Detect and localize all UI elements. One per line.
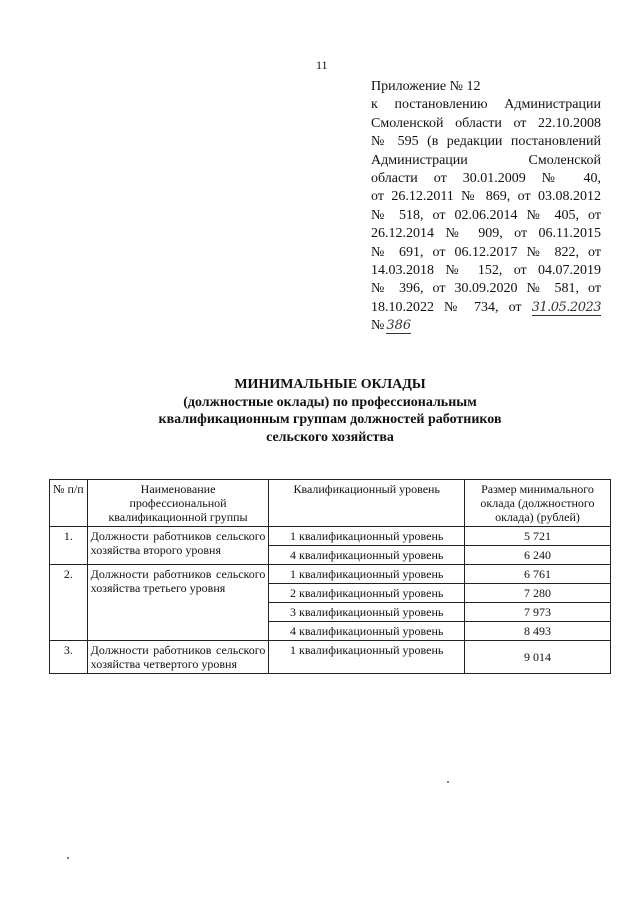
number-sign: № [371, 318, 385, 334]
salary-table [49, 479, 611, 674]
table-row [50, 527, 611, 546]
group-name: Должности работников сельского хозяйства четвертого уровня [87, 641, 269, 674]
page-number: 11 [316, 58, 328, 72]
salary-value: 8 493 [464, 622, 610, 641]
appendix-line: № 595 (в редакции постановлений [371, 134, 601, 150]
salary-value: 9 014 [464, 641, 610, 674]
salary-value: 6 240 [464, 546, 610, 565]
appendix-number-line [371, 317, 601, 335]
salary-value: 7 280 [464, 584, 610, 603]
title-line: сельского хозяйства [266, 429, 394, 445]
title-line: МИНИМАЛЬНЫЕ ОКЛАДЫ [234, 377, 426, 392]
group-number: 1. [50, 527, 88, 565]
group-name: Должности работников сельского хозяйства третьего уровня [87, 565, 269, 641]
salary-value: 7 973 [464, 603, 610, 622]
qualification-level: 1 квалификационный уровень [269, 565, 465, 584]
qualification-level: 1 квалификационный уровень [269, 527, 465, 546]
qualification-level: 2 квалификационный уровень [269, 584, 465, 603]
group-number: 2. [50, 565, 88, 641]
qualification-level: 1 квалификационный уровень [269, 641, 465, 674]
appendix-line: Администрации Смоленской [371, 152, 601, 168]
title-line: (должностные оклады) по профессиональным [183, 394, 477, 410]
appendix-line: от 26.12.2011 № 869, от 03.08.2012 [371, 189, 601, 205]
scan-speck [447, 781, 449, 783]
salary-value: 5 721 [464, 527, 610, 546]
group-number: 3. [50, 641, 88, 674]
table-header-row [50, 480, 611, 527]
qualification-level: 4 квалификационный уровень [269, 546, 465, 565]
appendix-line: № 396, от 30.09.2020 № 581, от [371, 281, 601, 297]
header-num: № п/п [50, 480, 88, 527]
appendix-line: Смоленской области от 22.10.2008 [371, 115, 601, 131]
appendix-line: области от 30.01.2009 № 40, [371, 171, 601, 187]
table-row [50, 641, 611, 674]
salary-value: 6 761 [464, 565, 610, 584]
qualification-level: 4 квалификационный уровень [269, 622, 465, 641]
appendix-line: 26.12.2014 № 909, от 06.11.2015 [371, 226, 601, 242]
title-line: квалификационным группам должностей работников [158, 412, 502, 427]
qualification-level: 3 квалификационный уровень [269, 603, 465, 622]
table-row [50, 565, 611, 584]
appendix-line: к постановлению Администрации [371, 97, 601, 113]
header-level: Квалификационный уровень [269, 480, 465, 527]
handwritten-date: 31.05.2023 [531, 299, 602, 315]
appendix-line-with-date [371, 299, 601, 317]
scan-speck [67, 857, 69, 859]
appendix-line: № 691, от 06.12.2017 № 822, от [371, 244, 601, 260]
handwritten-number: 386 [386, 318, 412, 334]
header-name: Наименование профессиональной квалификационной группы [87, 480, 269, 527]
appendix-line: № 518, от 02.06.2014 № 405, от [371, 207, 601, 223]
appendix-line: Приложение № 12 [371, 79, 481, 94]
appendix-block [371, 78, 601, 336]
appendix-line: 14.03.2018 № 152, от 04.07.2019 [371, 263, 601, 279]
header-size: Размер минимального оклада (должностного оклада) (рублей) [464, 480, 610, 527]
document-title [100, 376, 560, 446]
appendix-line: 18.10.2022 № 734, от [371, 299, 522, 315]
group-name: Должности работников сельского хозяйства второго уровня [87, 527, 269, 565]
